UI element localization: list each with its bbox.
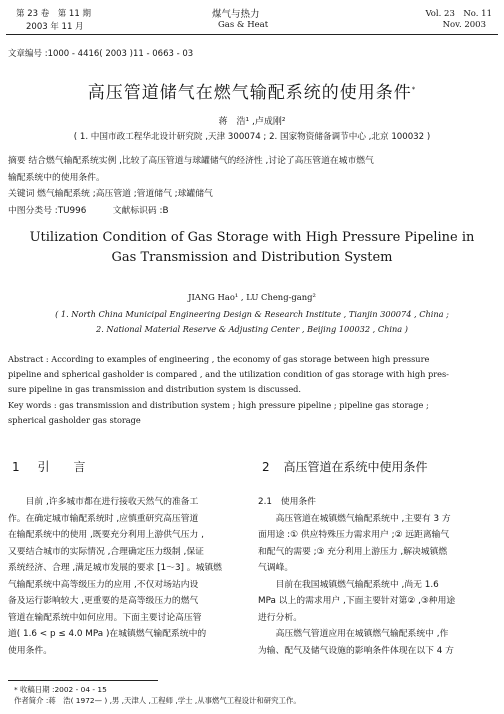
section-1-number: 1 — [12, 460, 20, 474]
title-en — [0, 228, 504, 268]
abstract-en-line: pipeline and spherical gasholder is compared , and the utilization condition of gas storage with high pres- — [8, 369, 449, 380]
body-line: 高压管道在城镇燃气输配系统中 ,主要有 3 方 — [275, 513, 451, 524]
authors-en: JIANG Hao¹ , LU Cheng-gang² — [188, 292, 316, 302]
abstract-en-line: Abstract : According to examples of engineering , the economy of gas storage between high pressure — [8, 354, 430, 364]
abstract-cn — [8, 153, 498, 219]
classification-cn: 中图分类号 :TU996 文献标识码 :B — [8, 205, 169, 216]
body-line: 作。在确定城市输配系统时 ,应慎重研究高压管道 — [8, 513, 199, 524]
section-2-title: 高压管道在系统中使用条件 — [283, 460, 428, 474]
article-number: 文章编号 :1000 - 4416( 2003 )11 - 0663 - 03 — [8, 49, 194, 59]
body-line: 气输配系统中高等级压力的应用 ,不仅对场站内设 — [8, 579, 199, 590]
section-2-number: 2 — [262, 460, 270, 474]
body-line: 目前在我国城镇燃气输配系统中 ,尚无 1.6 — [275, 579, 439, 590]
keywords-cn: 关键词 燃气输配系统 ;高压管道 ;管道储气 ;球罐储气 — [8, 189, 213, 199]
body-line: 使用条件。 — [8, 645, 52, 656]
footnote-received-date: * 收稿日期 :2002 - 04 - 15 — [14, 685, 107, 694]
body-line: 和配气的需要 ;③ 充分利用上游压力 ,解决城镇燃 — [258, 546, 448, 557]
keywords-en-line: Key words : gas transmission and distribution system ; high pressure pipeline ; pipeline gas storage ; — [8, 399, 429, 410]
body-line: 管道在输配系统中如何应用。下面主要讨论高压管 — [8, 612, 202, 623]
body-line: 备及运行影响较大 ,更重要的是高等级压力的燃气 — [8, 596, 199, 606]
body-line: 气调峰。 — [258, 563, 294, 573]
body-line: 道( 1.6 < p ≤ 4.0 MPa )在城镇燃气输配系统中的 — [8, 629, 207, 639]
title-cn-text: 高压管道储气在燃气输配系统的使用条件 — [87, 83, 412, 103]
title-en-line: Gas Transmission and Distribution System — [111, 250, 393, 265]
abstract-cn-line: 输配系统中的使用条件。 — [8, 172, 105, 183]
header-date-en: Nov. 2003 — [442, 20, 486, 30]
affiliation-en — [0, 307, 504, 337]
abstract-en-line: sure pipeline in gas transmission and distribution system is discussed. — [8, 384, 302, 395]
affiliation-cn: ( 1. 中国市政工程华北设计研究院 ,天津 300074 ; 2. 国家物资储备调节中心 ,北京 100032 ) — [73, 132, 431, 142]
body-line: 在输配系统中的使用 ,既要充分利用上游供气压力 , — [8, 530, 204, 540]
body-line: MPa 以上的需求用户 ,下面主要针对第② ,③种用途 — [258, 596, 456, 606]
body-line: 面用途 :① 供应特殊压力需求用户 ;② 远距离输气 — [258, 530, 450, 540]
title-cn — [0, 78, 504, 103]
section-1-heading — [12, 458, 85, 475]
abstract-en — [8, 352, 498, 428]
header-journal-name-en: Gas & Heat — [218, 20, 269, 30]
section-1-body — [8, 494, 246, 659]
footnote-rule — [8, 680, 158, 681]
body-line: 高压燃气管道应用在城镇燃气输配系统中 ,作 — [275, 629, 449, 639]
header-volume-issue: 第 23 卷 第 11 期 — [16, 9, 91, 19]
authors-cn: 蒋 浩¹ ,卢成刚² — [218, 117, 286, 127]
header-journal-name: 煤气与热力 — [212, 9, 260, 20]
header-date: 2003 年 11 月 — [26, 22, 84, 32]
body-line: 为输、配气及储气设施的影响条件体现在以下 4 方 — [258, 645, 454, 656]
body-line: 系统经济、合理 ,满足城市发展的要求 [1～3] 。城镇燃 — [8, 563, 222, 573]
subsection-2-1-title: 2.1 使用条件 — [258, 497, 316, 507]
affiliation-en-line: ( 1. North China Municipal Engineering Design & Research Institute , Tianjin 300074 , China ; — [55, 309, 449, 319]
section-2-heading — [262, 458, 427, 475]
header-rule — [6, 34, 498, 35]
body-line: 又要结合城市的实际情况 ,合理确定压力级制 ,保证 — [8, 546, 204, 557]
title-footnote-mark: * — [411, 85, 417, 94]
footnote-author-bio: 作者简介 :蒋 浩( 1972— ) ,男 ,天津人 ,工程师 ,学士 ,从事燃气工程设计和研究工作。 — [14, 696, 301, 705]
header-vol-no-en: Vol. 23 No. 11 — [425, 9, 492, 19]
section-2-body — [258, 494, 496, 659]
title-en-line: Utilization Condition of Gas Storage with High Pressure Pipeline in — [29, 230, 475, 245]
footnote — [14, 684, 301, 706]
affiliation-en-line: 2. National Material Reserve & Adjusting Center , Beijing 100032 , China ) — [95, 324, 408, 334]
section-1-title: 引 言 — [37, 460, 86, 474]
abstract-cn-line: 摘要 结合燃气输配系统实例 ,比较了高压管道与球罐储气的经济性 ,讨论了高压管道在城市燃气 — [8, 156, 374, 166]
body-line: 进行分析。 — [258, 612, 302, 623]
keywords-en-line: spherical gasholder gas storage — [8, 414, 141, 425]
body-line: 目前 ,许多城市都在进行接收天然气的准备工 — [25, 497, 199, 507]
